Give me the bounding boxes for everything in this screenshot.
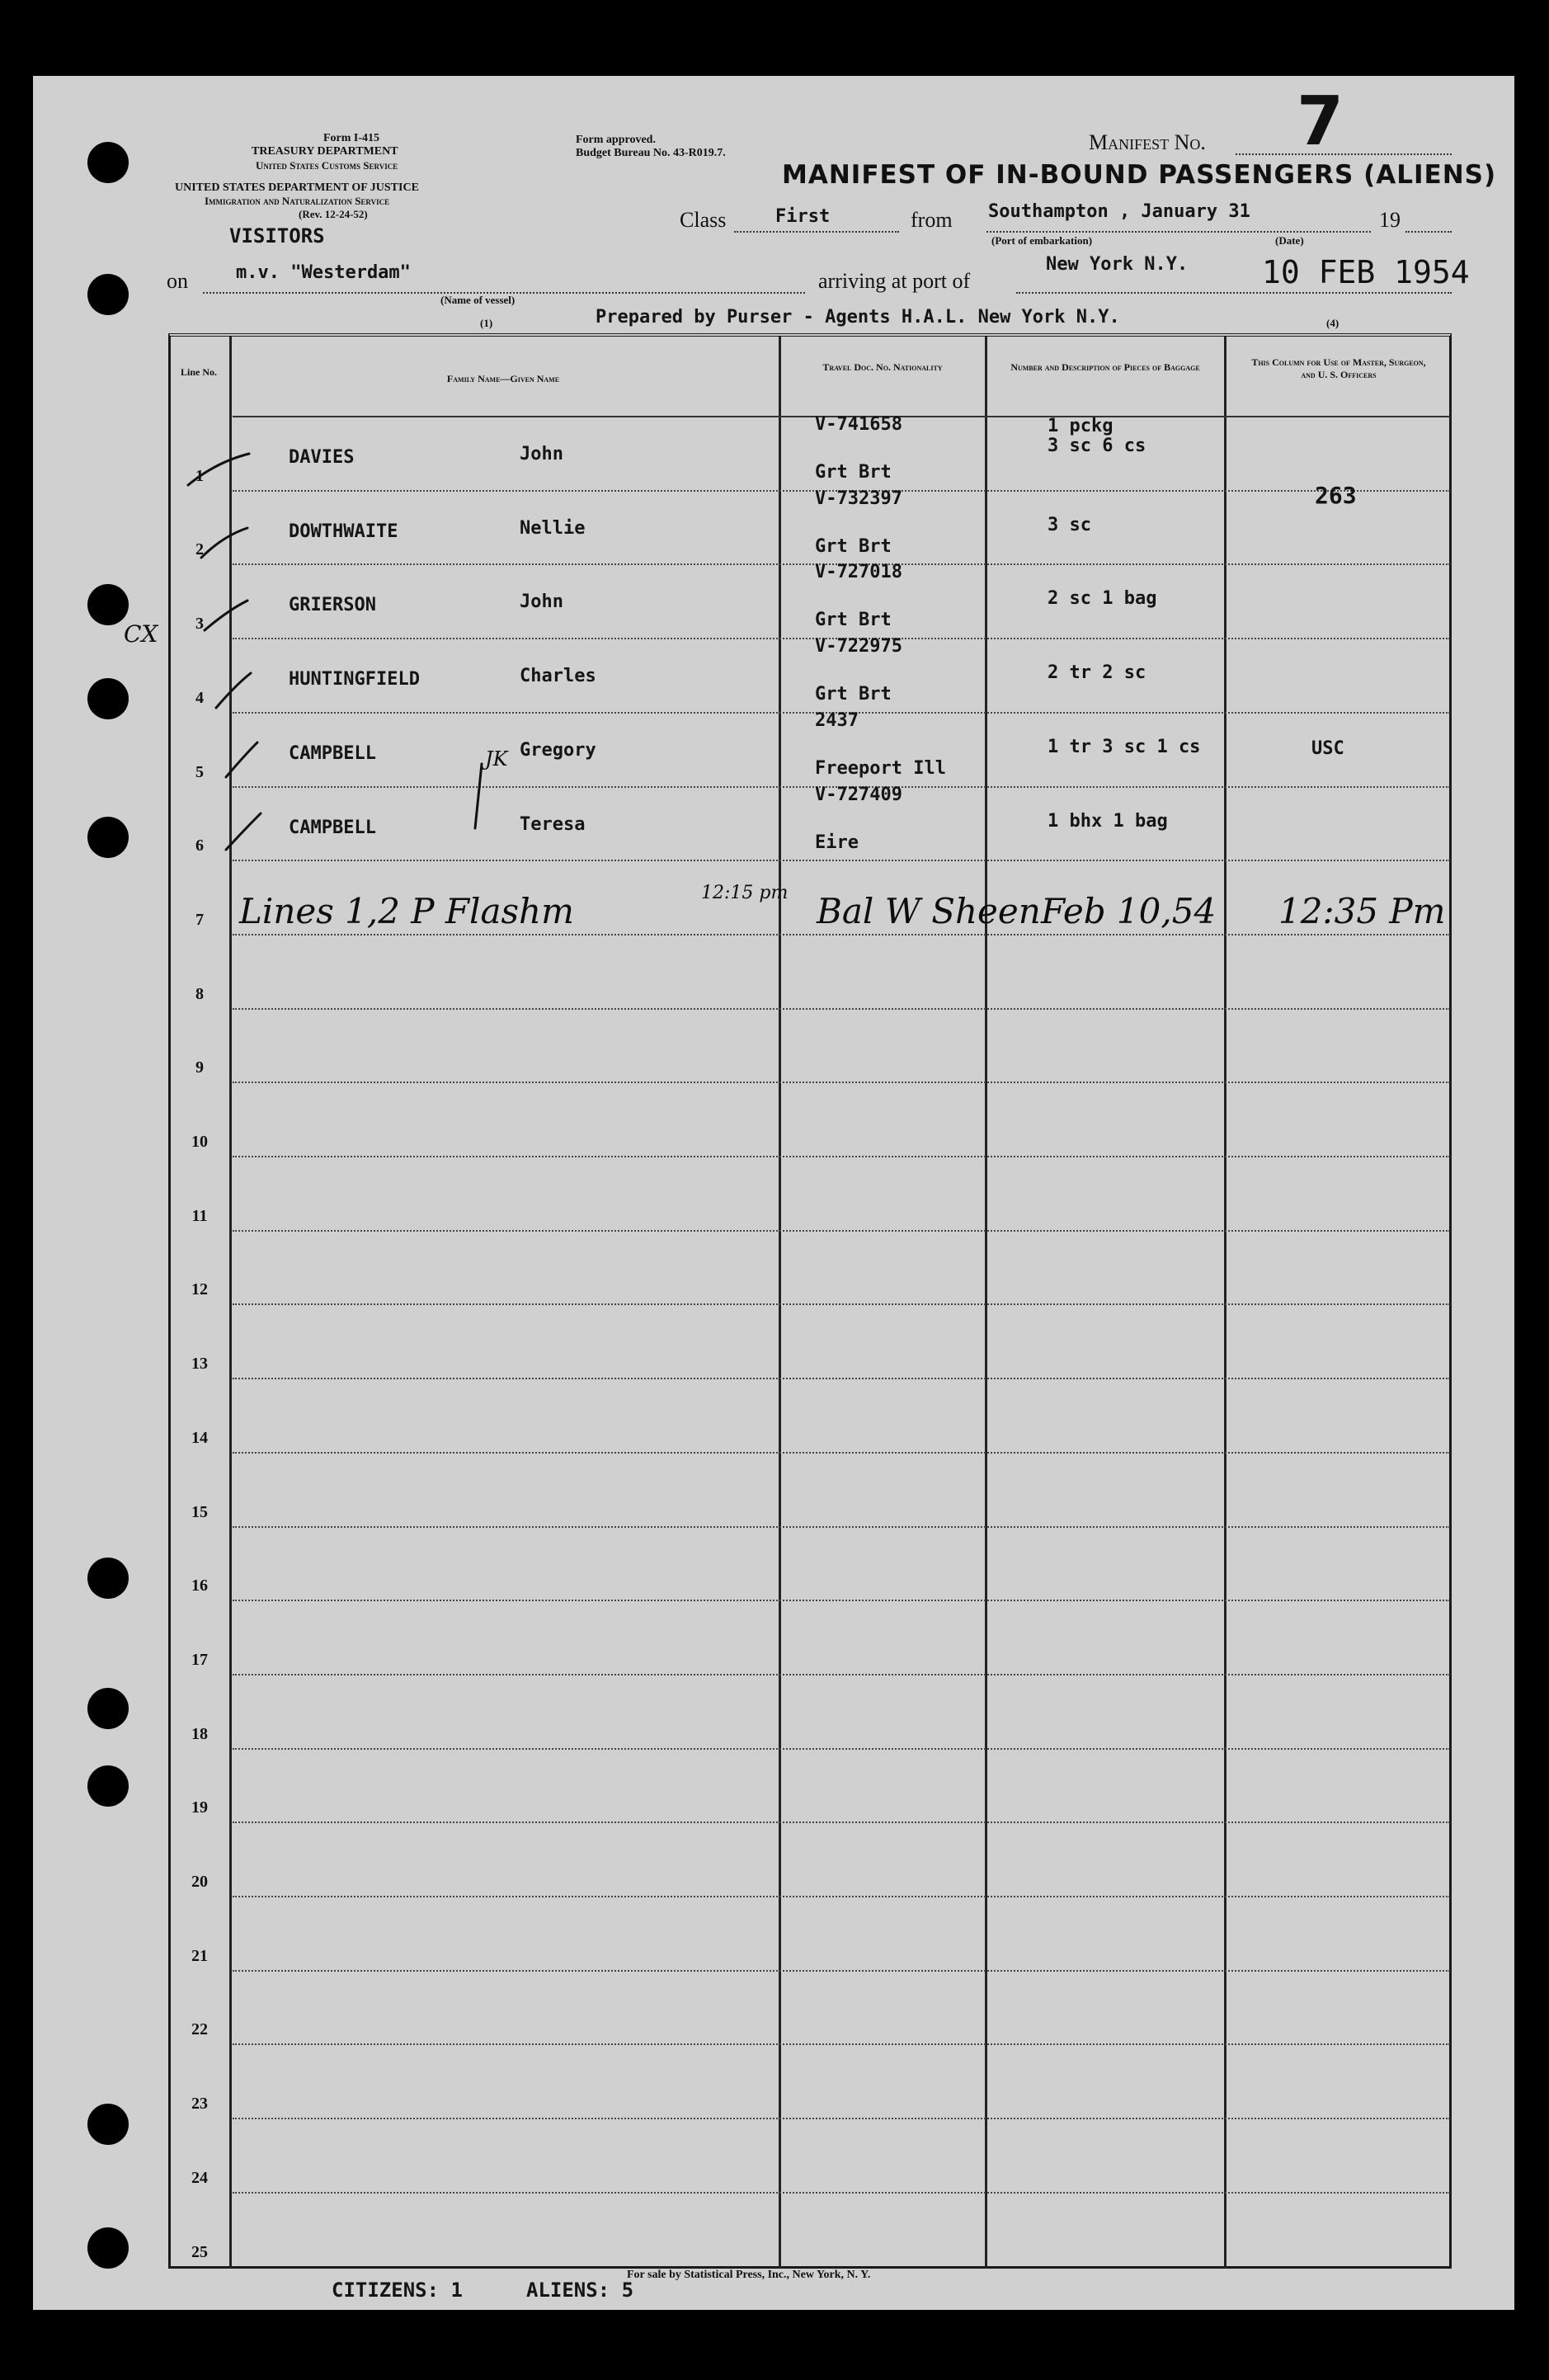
family-name: CAMPBELL <box>289 818 376 838</box>
form-number: Form I-415 <box>323 132 380 144</box>
port-caption: (Port of embarkation) <box>991 234 1093 247</box>
printer-credit: For sale by Statistical Press, Inc., New York, N. Y. <box>627 2269 871 2281</box>
given-name: Gregory <box>520 740 596 761</box>
row-rule <box>233 1896 1450 1897</box>
punch-hole <box>87 584 129 625</box>
line-number: 19 <box>191 1798 208 1817</box>
line-number: 5 <box>195 763 204 781</box>
line-number: 14 <box>191 1429 208 1447</box>
class-label: Class <box>680 208 727 232</box>
immigration-service: Immigration and Naturalization Service <box>205 195 390 207</box>
row-rule <box>233 1156 1450 1157</box>
officer-note: USC <box>1311 738 1344 759</box>
nationality: Grt Brt <box>815 536 892 557</box>
line-number: 16 <box>191 1576 208 1595</box>
nationality: Grt Brt <box>815 684 892 705</box>
punch-hole <box>87 2104 129 2145</box>
line-number: 22 <box>191 2020 208 2038</box>
given-name: Nellie <box>520 518 586 539</box>
budget-bureau: Budget Bureau No. 43-R019.7. <box>576 147 726 159</box>
vessel-caption: (Name of vessel) <box>440 294 516 306</box>
travel-doc-number: V-722975 <box>815 636 902 657</box>
nationality: Grt Brt <box>815 610 892 630</box>
line-number: 3 <box>195 615 204 633</box>
on-label: on <box>167 269 188 293</box>
arriving-label: arriving at port of <box>818 269 971 293</box>
row-rule <box>233 934 1450 936</box>
punch-hole <box>87 817 129 858</box>
date-caption: (Date) <box>1275 234 1304 247</box>
nationality: Grt Brt <box>815 462 892 483</box>
line-number: 6 <box>195 837 204 855</box>
given-name: John <box>520 444 563 464</box>
punch-hole <box>87 678 129 719</box>
manifest-table <box>168 333 1452 2269</box>
clearance-time-1: 12:15 pm <box>701 883 789 903</box>
travel-doc-number: 2437 <box>815 710 859 731</box>
column-divider <box>779 337 781 2269</box>
nationality: Freeport Ill <box>815 758 946 779</box>
line-number: 18 <box>191 1725 208 1743</box>
line-number: 9 <box>195 1058 204 1077</box>
line-number: 8 <box>195 985 204 1003</box>
row-rule <box>233 2192 1450 2194</box>
justice-department: UNITED STATES DEPARTMENT OF JUSTICE <box>175 181 419 194</box>
line-number: 17 <box>191 1651 208 1669</box>
year-line <box>1405 231 1452 233</box>
baggage: 2 sc 1 bag <box>1048 588 1157 609</box>
family-name: HUNTINGFIELD <box>289 669 420 690</box>
row-rule <box>233 1452 1450 1454</box>
line-number: 13 <box>191 1355 208 1373</box>
clearance-date: Feb 10,54 <box>1041 891 1217 931</box>
form-revision: (Rev. 12-24-52) <box>299 208 368 220</box>
row-rule <box>233 1230 1450 1232</box>
aliens-count: ALIENS: 5 <box>526 2279 634 2302</box>
baggage-detail: 3 sc 6 cs <box>1048 436 1146 456</box>
col-travel-doc: Travel Doc. No. Nationality <box>822 361 943 373</box>
baggage: 1 bhx 1 bag <box>1048 811 1168 832</box>
row-rule <box>233 2118 1450 2119</box>
baggage: 2 tr 2 sc <box>1048 662 1146 683</box>
clearance-time-2: 12:35 Pm <box>1278 891 1446 931</box>
travel-doc-number: V-732397 <box>815 488 902 509</box>
column-divider <box>985 337 987 2269</box>
arrival-port: New York N.Y. <box>1046 254 1189 275</box>
punch-hole <box>87 1558 129 1599</box>
line-number: 25 <box>191 2243 208 2261</box>
row-rule <box>233 2043 1450 2045</box>
treasury-department: TREASURY DEPARTMENT <box>252 145 398 158</box>
customs-service: United States Customs Service <box>256 159 398 172</box>
punch-hole <box>87 274 129 315</box>
nationality: Eire <box>815 832 859 853</box>
prepared-by: Prepared by Purser - Agents H.A.L. New York N.Y. <box>596 307 1120 328</box>
punch-hole <box>87 2227 129 2269</box>
row-rule <box>233 860 1450 861</box>
punch-hole <box>87 142 129 183</box>
line-number: 24 <box>191 2169 208 2187</box>
line-number: 4 <box>195 689 204 707</box>
line-number: 10 <box>191 1133 208 1151</box>
line-number: 15 <box>191 1503 208 1521</box>
arrival-date-stamp: 10 FEB 1954 <box>1262 254 1470 290</box>
row-rule <box>233 1526 1450 1528</box>
col-officers: This Column for Use of Master, Surgeon, and U. S. Officers <box>1251 356 1426 380</box>
from-line <box>986 231 1371 233</box>
family-name: DAVIES <box>289 447 355 468</box>
line-number: 11 <box>191 1207 208 1225</box>
class-line <box>734 231 899 233</box>
row-rule <box>233 1970 1450 1972</box>
line-number: 12 <box>191 1280 208 1298</box>
line-number: 7 <box>195 911 204 929</box>
baggage: 3 sc <box>1048 515 1091 535</box>
bracket-initials: JK <box>485 747 508 771</box>
officer-note: 263 <box>1315 482 1357 509</box>
line-number: 1 <box>195 467 204 485</box>
given-name: Teresa <box>520 814 586 835</box>
row-rule <box>233 1303 1450 1305</box>
port-line <box>1016 292 1452 294</box>
margin-mark: CX <box>124 620 158 648</box>
col-line-no: Line No. <box>180 366 217 378</box>
row-rule <box>233 1822 1450 1823</box>
vessel-name: m.v. "Westerdam" <box>236 262 411 283</box>
year-prefix: 19 <box>1379 208 1401 232</box>
punch-hole <box>87 1765 129 1807</box>
row-rule <box>233 1748 1450 1750</box>
inspector-signature: Bal W Sheen <box>817 891 1041 931</box>
citizens-count: CITIZENS: 1 <box>332 2279 463 2302</box>
travel-doc-number: V-727018 <box>815 562 902 582</box>
family-name: GRIERSON <box>289 595 376 615</box>
line-number: 23 <box>191 2095 208 2113</box>
baggage: 1 pckg <box>1048 416 1113 436</box>
vessel-caption-number: (1) <box>480 317 493 329</box>
manifest-title: MANIFEST OF IN-BOUND PASSENGERS (ALIENS) <box>782 160 1497 190</box>
visitors-label: VISITORS <box>229 224 325 247</box>
given-name: John <box>520 591 563 612</box>
manifest-number-label: Manifest No. <box>1089 130 1206 154</box>
given-name: Charles <box>520 666 596 686</box>
clearance-note: Lines 1,2 P Flashm <box>239 891 574 931</box>
row-rule <box>233 1378 1450 1379</box>
family-name: DOWTHWAITE <box>289 521 398 542</box>
line-number: 20 <box>191 1873 208 1891</box>
form-approved: Form approved. <box>576 134 656 146</box>
col-name: Family Name—Given Name <box>446 373 560 384</box>
row-rule <box>233 1082 1450 1083</box>
travel-doc-number: V-741658 <box>815 414 902 435</box>
row-rule <box>233 1008 1450 1010</box>
travel-doc-number: V-727409 <box>815 785 902 805</box>
prepared-caption-number: (4) <box>1326 317 1339 329</box>
manifest-number: 7 <box>1297 82 1344 161</box>
row-rule <box>233 1674 1450 1675</box>
family-name: CAMPBELL <box>289 743 376 764</box>
column-divider <box>229 337 232 2269</box>
column-divider <box>1224 337 1226 2269</box>
class-value: First <box>775 206 831 227</box>
col-baggage: Number and Description of Pieces of Baggage <box>1010 361 1200 373</box>
line-number: 2 <box>195 540 204 558</box>
from-label: from <box>911 208 953 232</box>
baggage: 1 tr 3 sc 1 cs <box>1048 737 1201 757</box>
from-value: Southampton , January 31 <box>988 201 1250 222</box>
punch-hole <box>87 1688 129 1729</box>
row-rule <box>233 1600 1450 1601</box>
line-number: 21 <box>191 1947 208 1965</box>
